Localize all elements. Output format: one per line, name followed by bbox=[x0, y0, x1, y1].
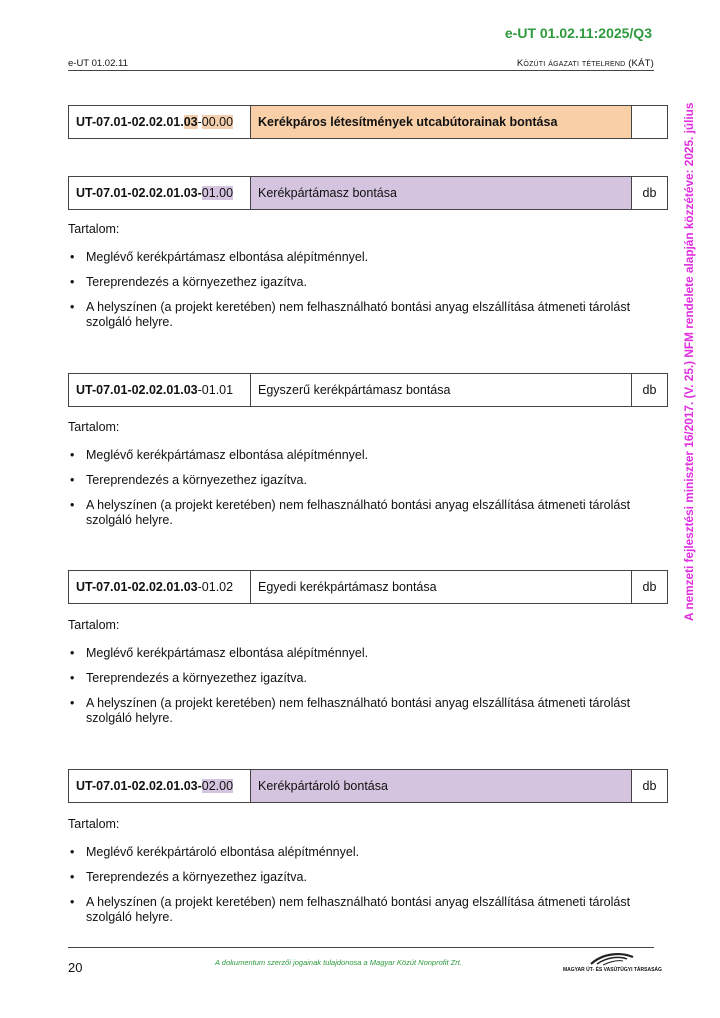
item-code-suffix: -01.01 bbox=[197, 383, 234, 397]
page-number: 20 bbox=[68, 960, 83, 975]
item-title: Egyedi kerékpártámasz bontása bbox=[251, 571, 632, 603]
item-code bbox=[69, 106, 251, 138]
header-divider bbox=[68, 70, 654, 71]
list-item: • Tereprendezés a környezethez igazítva. bbox=[68, 473, 638, 488]
item-code bbox=[69, 571, 251, 603]
company-logo bbox=[563, 951, 662, 973]
item-table bbox=[68, 373, 668, 407]
content-label: Tartalom: bbox=[68, 618, 120, 632]
list-item: • A helyszínen (a projekt keretében) nem felhasználható bontási anyag elszállítása átmeneti tárolást szolgáló helyre. bbox=[68, 696, 638, 726]
publication-side-note: A nemzeti fejlesztési miniszter 16/2017. (V. 25.) NFM rendelete alapján közzétéve: 2025. július bbox=[682, 102, 696, 622]
list-item: • Meglévő kerékpártámasz elbontása alépítménnyel. bbox=[68, 448, 638, 463]
content-list bbox=[68, 845, 638, 935]
item-code bbox=[69, 177, 251, 209]
item-table bbox=[68, 176, 668, 210]
copyright-note: A dokumentum szerzői jogainak tulajdonosa a Magyar Közút Nonprofit Zrt. bbox=[215, 958, 462, 967]
list-item: • A helyszínen (a projekt keretében) nem felhasználható bontási anyag elszállítása átmeneti tárolást szolgáló helyre. bbox=[68, 498, 638, 528]
item-unit: db bbox=[642, 186, 657, 200]
item-code-separator: - bbox=[197, 115, 202, 129]
content-list bbox=[68, 646, 638, 736]
list-item: • A helyszínen (a projekt keretében) nem felhasználható bontási anyag elszállítása átmeneti tárolást szolgáló helyre. bbox=[68, 300, 638, 330]
content-list bbox=[68, 448, 638, 538]
item-unit: db bbox=[642, 383, 657, 397]
list-item: • Tereprendezés a környezethez igazítva. bbox=[68, 671, 638, 686]
header-doc-title: Közúti ágazati tételrend (KÁT) bbox=[516, 58, 654, 69]
item-code-prefix: UT-07.01-02.02.01.03- bbox=[76, 186, 202, 200]
content-label: Tartalom: bbox=[68, 420, 120, 434]
logo-text: MAGYAR ÚT- ÉS VASÚTÜGYI TÁRSASÁG bbox=[563, 967, 662, 973]
item-code-highlight: 03 bbox=[183, 115, 198, 129]
item-unit bbox=[632, 106, 667, 138]
item-code-prefix: UT-07.01-02.02.01.03 bbox=[76, 580, 198, 594]
item-unit: db bbox=[642, 779, 657, 793]
list-item: • Meglévő kerékpártámasz elbontása alépítménnyel. bbox=[68, 250, 638, 265]
item-table-main bbox=[68, 105, 668, 139]
list-item: • Meglévő kerékpártámasz elbontása alépítménnyel. bbox=[68, 646, 638, 661]
list-item: • Meglévő kerékpártároló elbontása alépítménnyel. bbox=[68, 845, 638, 860]
item-table bbox=[68, 570, 668, 604]
list-item: • Tereprendezés a környezethez igazítva. bbox=[68, 870, 638, 885]
document-id: e-UT 01.02.11:2025/Q3 bbox=[504, 25, 652, 41]
item-title: Kerékpáros létesítmények utcabútorainak bontása bbox=[251, 106, 632, 138]
content-label: Tartalom: bbox=[68, 222, 120, 236]
item-code-highlight: 02.00 bbox=[201, 779, 234, 793]
footer-divider bbox=[68, 947, 654, 948]
item-title: Kerékpártámasz bontása bbox=[251, 177, 632, 209]
item-code-suffix: -01.02 bbox=[197, 580, 234, 594]
header-doc-code: e-UT 01.02.11 bbox=[68, 58, 128, 69]
content-label: Tartalom: bbox=[68, 817, 120, 831]
item-title: Kerékpártároló bontása bbox=[251, 770, 632, 802]
logo-swoosh-icon bbox=[563, 951, 655, 967]
item-code-prefix: UT-07.01-02.02.01.03 bbox=[76, 383, 198, 397]
item-code bbox=[69, 770, 251, 802]
list-item: • A helyszínen (a projekt keretében) nem felhasználható bontási anyag elszállítása átmeneti tárolást szolgáló helyre. bbox=[68, 895, 638, 925]
item-code-prefix: UT-07.01-02.02.01. bbox=[76, 115, 184, 129]
item-unit: db bbox=[642, 580, 657, 594]
item-code bbox=[69, 374, 251, 406]
item-title: Egyszerű kerékpártámasz bontása bbox=[251, 374, 632, 406]
item-code-highlight: 01.00 bbox=[201, 186, 234, 200]
item-code-highlight: 00.00 bbox=[201, 115, 234, 129]
list-item: • Tereprendezés a környezethez igazítva. bbox=[68, 275, 638, 290]
content-list bbox=[68, 250, 638, 340]
item-table bbox=[68, 769, 668, 803]
item-code-prefix: UT-07.01-02.02.01.03- bbox=[76, 779, 202, 793]
